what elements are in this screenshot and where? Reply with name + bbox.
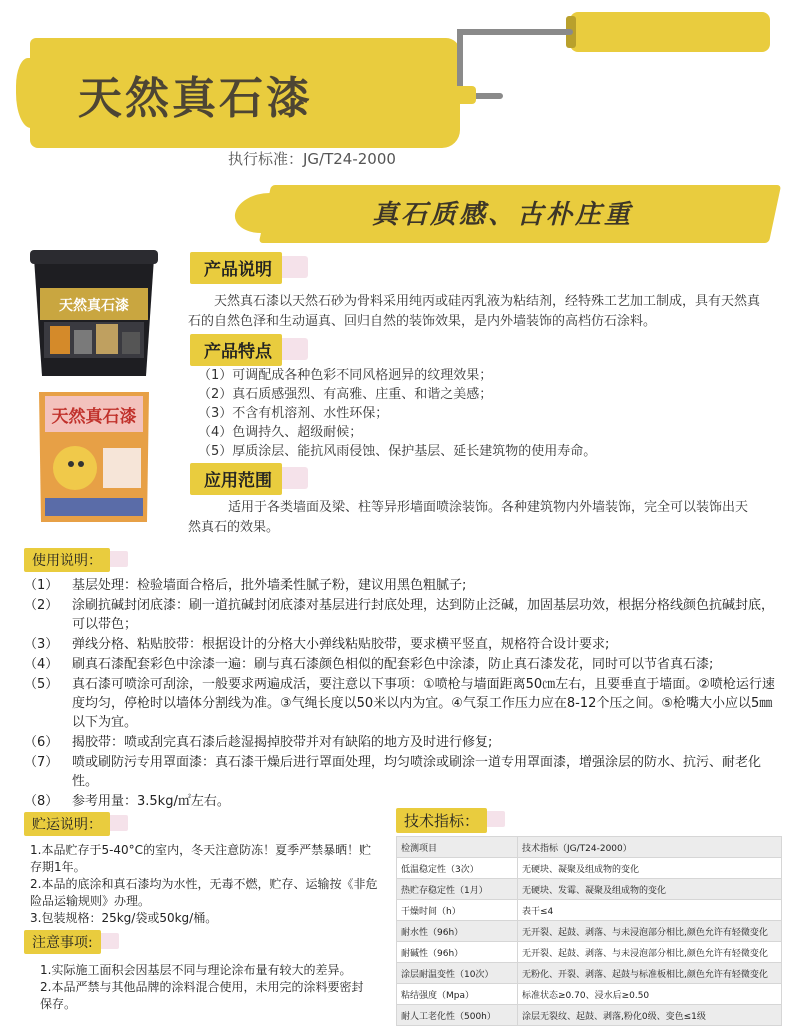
bucket-label: 天然真石漆: [59, 298, 129, 314]
feature-item: （4）色调持久、超级耐候；: [198, 425, 363, 440]
page-title: 天然真石漆: [78, 73, 313, 124]
spec-value: 表干≤4: [518, 900, 782, 921]
scope-text: 适用于各类墙面及梁、柱等异形墙面喷涂装饰。各种建筑物内外墙装饰，完全可以装饰出天然真石的效果。: [188, 500, 749, 535]
storage-tag: 贮运说明：: [24, 812, 110, 836]
usage-list: [24, 576, 784, 812]
tech-tag: 技术指标：: [396, 808, 487, 833]
usage-num: （5）: [24, 677, 59, 692]
usage-item: [24, 576, 784, 595]
storage-line: 3.包装规格：25kg/袋或50kg/桶。: [30, 911, 218, 925]
spec-item: 粘结强度（Mpa）: [397, 984, 518, 1005]
product-bag-image: [35, 388, 153, 526]
notes-tag: 注意事项:: [24, 930, 101, 954]
spec-value: 标准状态≥0.70、浸水后≥0.50: [518, 984, 782, 1005]
spec-value: 无开裂、起鼓、剥落、与未浸泡部分相比,颜色允许有轻微变化: [518, 921, 782, 942]
feature-item: （1）可调配成各种色彩不同风格迥异的纹理效果；: [198, 368, 493, 383]
features-tag: 产品特点: [190, 334, 282, 366]
scope-tag: 应用范围: [190, 463, 282, 495]
bag-label: 天然真石漆: [51, 407, 137, 427]
spec-item: 耐水性（96h）: [397, 921, 518, 942]
usage-item: [24, 596, 784, 634]
spec-value: 无硬块、发霉、凝聚及组成物的变化: [518, 879, 782, 900]
usage-num: （2）: [24, 598, 59, 613]
spec-item: 耐碱性（96h）: [397, 942, 518, 963]
spec-value: 无硬块、凝聚及组成物的变化: [518, 858, 782, 879]
table-row: [397, 921, 782, 942]
usage-text: 基层处理：检验墙面合格后，批外墙柔性腻子粉，建议用黑色粗腻子;: [72, 578, 467, 593]
feature-item: （3）不含有机溶剂、水性环保；: [198, 406, 389, 421]
features-list: [198, 366, 778, 461]
spec-value: 技术指标（JG/T24-2000）: [518, 837, 782, 858]
usage-item: [24, 733, 784, 752]
slogan-text: 真石质感、古朴庄重: [372, 200, 634, 230]
tech-spec-table: [396, 836, 782, 1026]
usage-text: 刷真石漆配套彩色中涂漆一遍：刷与真石漆颜色相似的配套彩色中涂漆，防止真石漆发花，同时可以节省真石漆;: [72, 657, 714, 672]
storage-line: 1.本品贮存于5-40°C的室内，冬天注意防冻！夏季严禁暴晒！贮存期1年。: [30, 843, 372, 874]
usage-num: （3）: [24, 637, 59, 652]
usage-text: 弹线分格、粘贴胶带：根据设计的分格大小弹线粘贴胶带，要求横平竖直，规格符合设计要求;: [72, 637, 610, 652]
paint-roller-icon: [440, 8, 780, 104]
spec-item: 干燥时间（h）: [397, 900, 518, 921]
description-tag: 产品说明: [190, 252, 282, 284]
usage-num: （8）: [24, 794, 59, 809]
usage-tag: 使用说明：: [24, 548, 110, 572]
usage-item: [24, 635, 784, 654]
usage-text: 涂刷抗碱封闭底漆：刷一道抗碱封闭底漆对基层进行封底处理，达到防止泛碱，加固基层功效，根据分格线颜色抗碱封底，可以带色；: [72, 598, 775, 632]
storage-line: 2.本品的底涂和真石漆均为水性，无毒不燃，贮存、运输按《非危险品运输规则》办理。: [30, 877, 378, 908]
table-row: [397, 1005, 782, 1026]
usage-num: （4）: [24, 657, 59, 672]
spec-item: 涂层耐温变性（10次）: [397, 963, 518, 984]
usage-item: [24, 753, 784, 791]
usage-text: 真石漆可喷涂可刮涂，一般要求两遍成活，要注意以下事项：①喷枪与墙面距离50㎝左右，且要垂直于墙面。②喷枪运行速度均匀，停枪时以墙体分割线为准。③气绳长度以50米以内为宜。④气泵工作压力应在8-12个压之间。⑤枪嘴大小应以5㎜以下为宜。: [72, 677, 775, 730]
caution-line: 1.实际施工面积会因基层不同与理论涂布量有较大的差异。: [40, 963, 352, 977]
paint-bucket-image: [28, 248, 160, 378]
caution-line: 2.本品严禁与其他品牌的涂料混合使用，未用完的涂料要密封保存。: [40, 980, 364, 1011]
usage-num: （1）: [24, 578, 59, 593]
spec-value: 无开裂、起鼓、剥落、与未浸泡部分相比,颜色允许有轻微变化: [518, 942, 782, 963]
table-row: [397, 942, 782, 963]
usage-item: [24, 655, 784, 674]
usage-text: 喷或刷防污专用罩面漆：真石漆干燥后进行罩面处理，均匀喷涂或刷涂一道专用罩面漆，增强涂层的防水、抗污、耐老化性。: [72, 755, 762, 789]
caution-notes: [40, 962, 370, 1013]
usage-num: （7）: [24, 755, 59, 770]
spec-item: 低温稳定性（3次）: [397, 858, 518, 879]
table-row: [397, 984, 782, 1005]
usage-text: 参考用量：3.5kg/㎡左右。: [72, 794, 230, 809]
standard-label: 执行标准：JG/T24-2000: [228, 150, 396, 168]
spec-value: 无粉化、开裂、剥落、起鼓与标准板相比,颜色允许有轻微变化: [518, 963, 782, 984]
table-row: [397, 963, 782, 984]
feature-item: （2）真石质感强烈、有高雅、庄重、和谐之美感；: [198, 387, 493, 402]
spec-value: 涂层无裂纹、起鼓、剥落,粉化0级、变色≤1级: [518, 1005, 782, 1026]
usage-item: [24, 675, 784, 732]
table-row: [397, 879, 782, 900]
table-row: [397, 858, 782, 879]
spec-item: 检测项目: [397, 837, 518, 858]
description-text: 天然真石漆以天然石砂为骨料采用纯丙或硅丙乳液为粘结剂，经特殊工艺加工制成，具有天然真石的自然色泽和生动逼真、回归自然的装饰效果，是内外墙装饰的高档仿石涂料。: [188, 294, 761, 329]
spec-item: 耐人工老化性（500h）: [397, 1005, 518, 1026]
table-row: [397, 837, 782, 858]
table-row: [397, 900, 782, 921]
usage-text: 揭胶带：喷或刮完真石漆后趁湿揭掉胶带并对有缺陷的地方及时进行修复;: [72, 735, 493, 750]
usage-num: （6）: [24, 735, 59, 750]
storage-notes: [30, 842, 382, 927]
feature-item: （5）厚质涂层、能抗风雨侵蚀、保护基层、延长建筑物的使用寿命。: [198, 444, 597, 459]
spec-item: 热贮存稳定性（1月）: [397, 879, 518, 900]
